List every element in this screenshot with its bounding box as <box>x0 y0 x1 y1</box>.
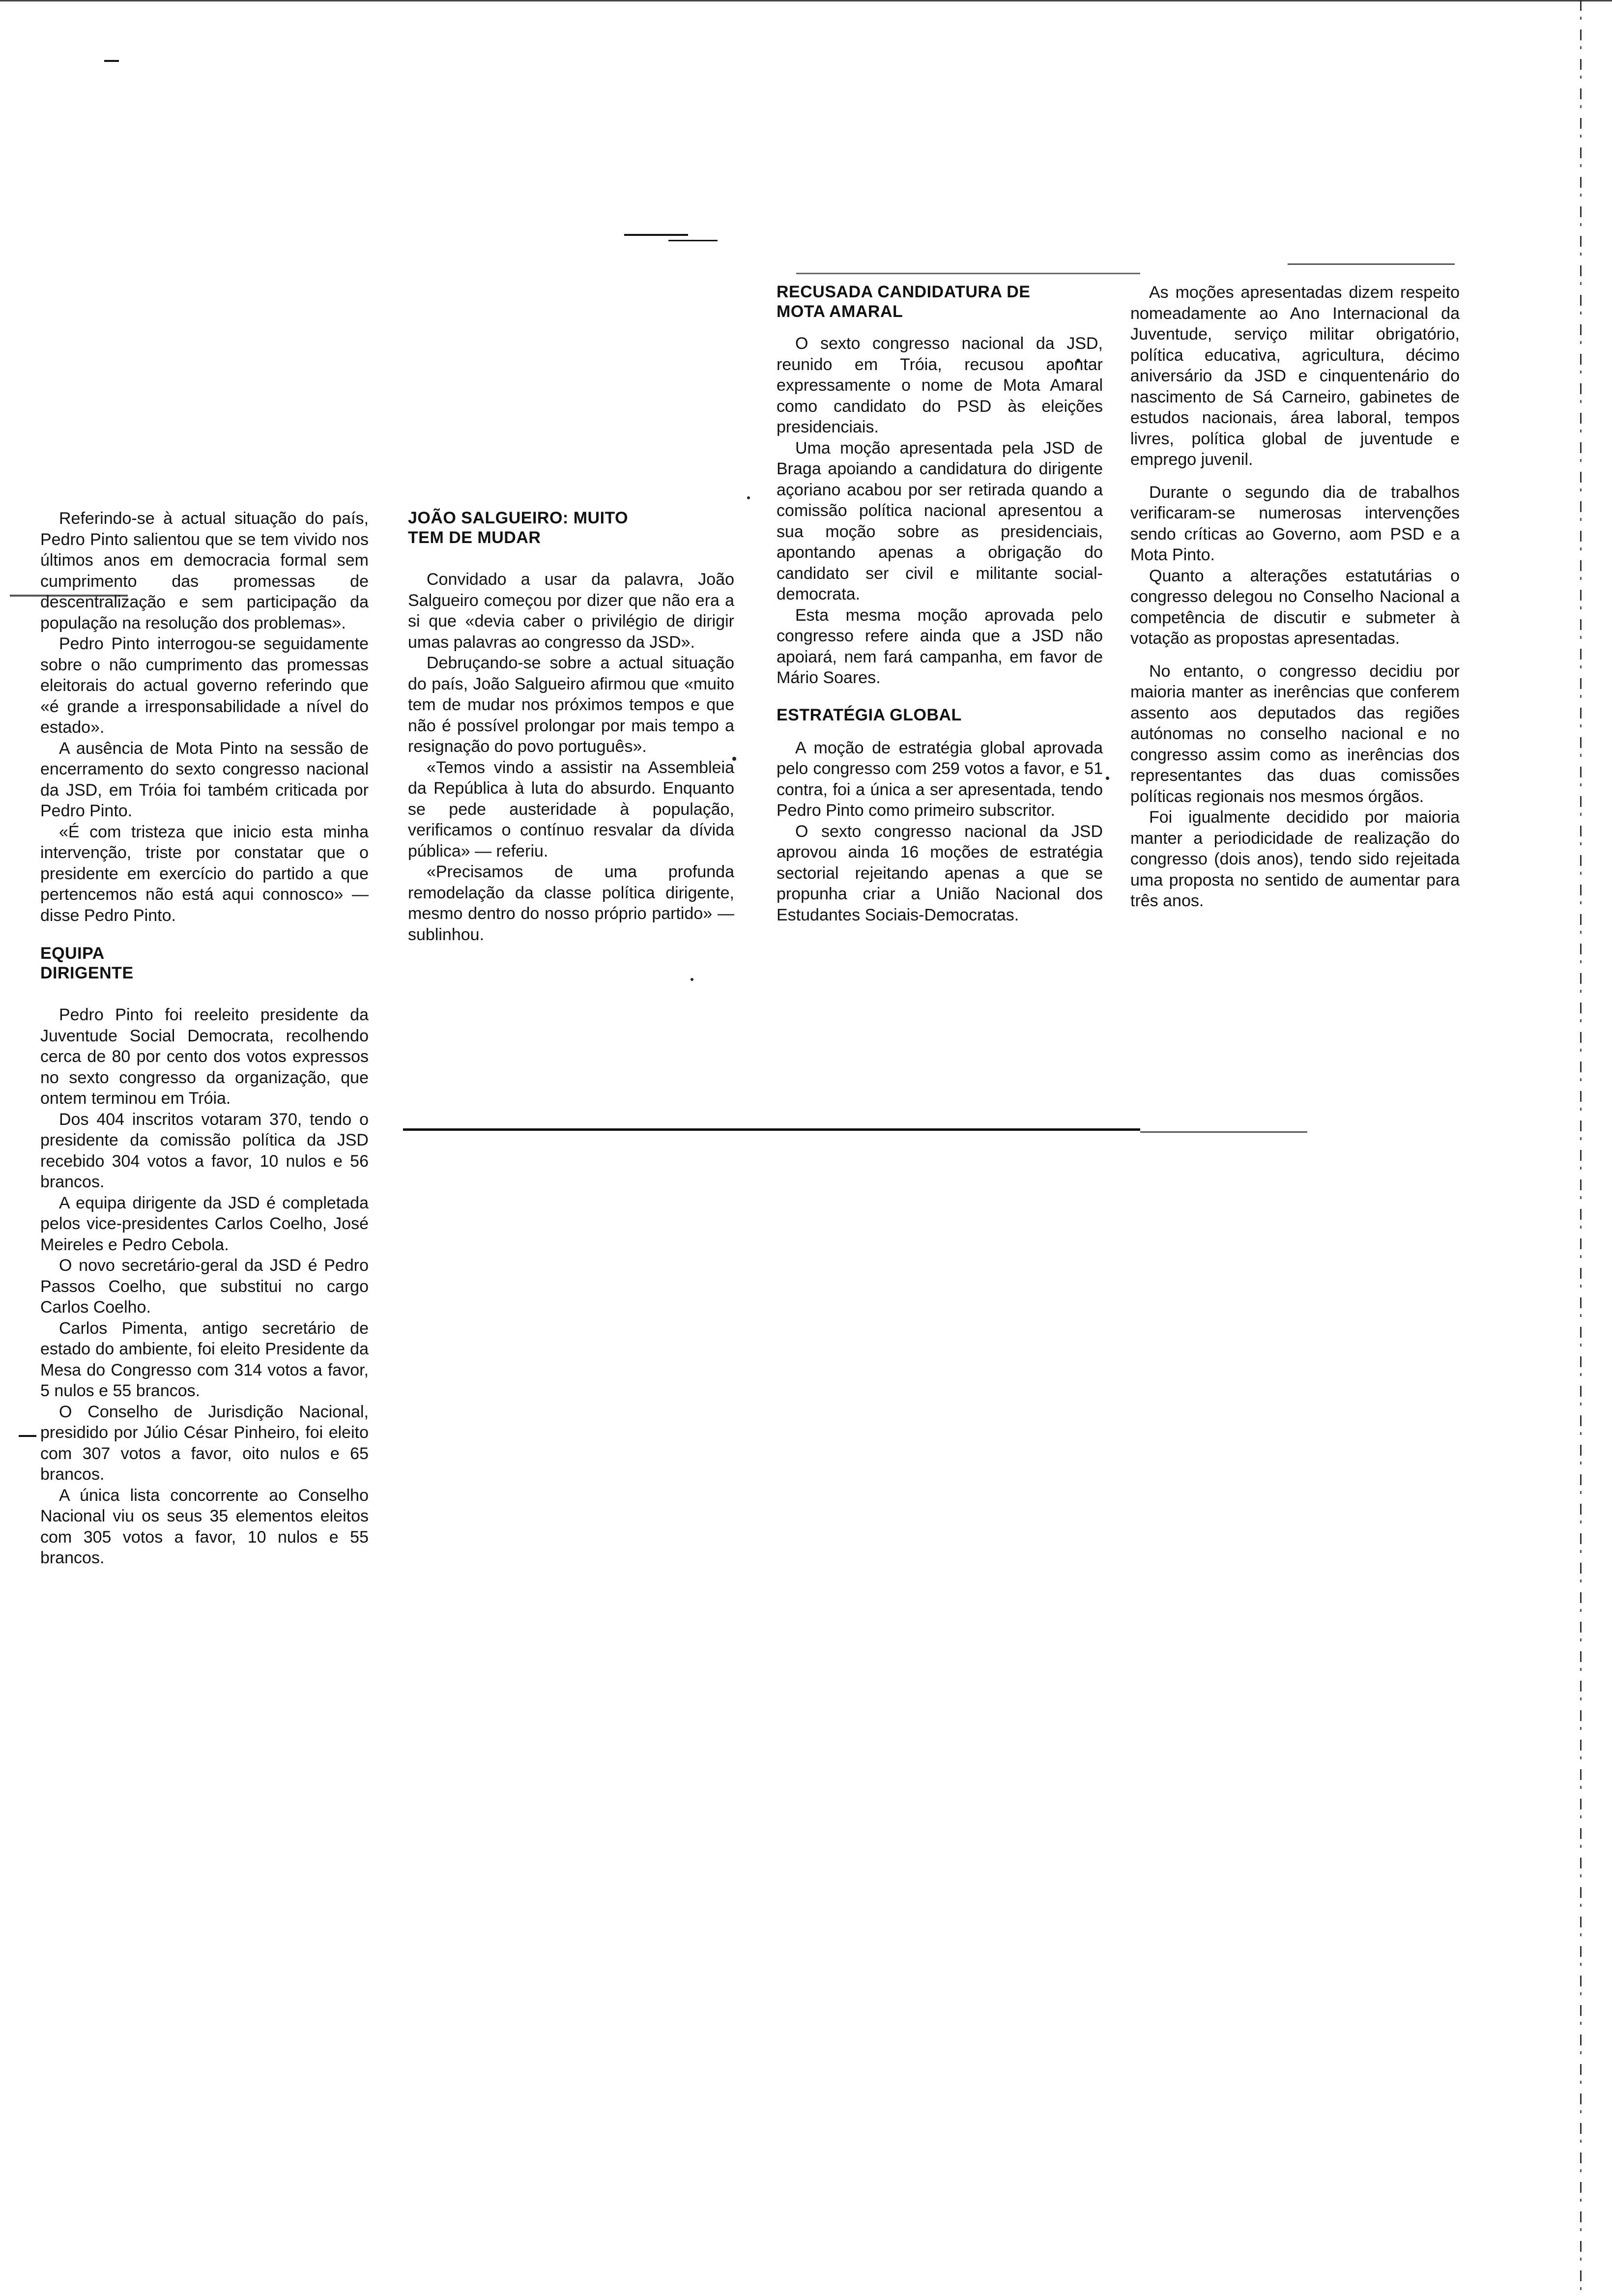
mark-line <box>796 273 1140 274</box>
mark-squiggle <box>19 1435 36 1437</box>
paragraph: O novo secretário-geral da JSD é Pedro Passos Coelho, que substitui no cargo Carlos Coelho. <box>40 1256 369 1317</box>
paragraph: A equipa dirigente da JSD é completada pelos vice-presidentes Carlos Coelho, José Meireles e Pedro Cebola. <box>40 1193 369 1254</box>
section-heading: JOÃO SALGUEIRO: MUITO TEM DE MUDAR <box>408 509 629 547</box>
paragraph: Debruçando-se sobre a actual situação do país, João Salgueiro afirmou que «muito tem de mudar nos próximos tempos e que não é possível prolongar por mais tempo a resignação do povo português». <box>408 654 734 756</box>
section-divider-rule <box>403 1128 1140 1131</box>
column-3 <box>777 282 1103 925</box>
paragraph: A única lista concorrente ao Conselho Nacional viu os seus 35 elementos eleitos com 305 votos a favor, 10 nulos e 55 brancos. <box>40 1486 369 1567</box>
paragraph: «É com tristeza que inicio esta minha intervenção, triste por constatar que o presidente em exercício do partido a que pertencemos não está aqui connosco» — disse Pedro Pinto. <box>40 822 369 925</box>
mark-line <box>668 240 718 241</box>
scan-speck <box>747 496 750 499</box>
paragraph: A ausência de Mota Pinto na sessão de encerramento do sexto congresso nacional da JSD, em Tróia foi também criticada por Pedro Pinto. <box>40 739 369 820</box>
top-border-rule <box>0 0 1612 1</box>
paragraph: Convidado a usar da palavra, João Salgueiro começou por dizer que não era a si que «devia caber o privilégio de dirigir umas palavras ao congresso da JSD». <box>408 570 734 652</box>
paragraph: As moções apresentadas dizem respeito nomeadamente ao Ano Internacional da Juventude, serviço militar obrigatório, política educativa, agricultura, décimo aniversário da JSD e cinquentenário do nascimento de Sá Carneiro, gabinetes de estudos nacionais, área laboral, tempos livres, política global de juventude e emprego juvenil. <box>1130 283 1460 469</box>
section-divider-rule <box>1140 1131 1307 1133</box>
section-heading: RECUSADA CANDIDATURA DE MOTA AMARAL <box>777 283 1031 321</box>
paragraph: Referindo-se à actual situação do país, Pedro Pinto salientou que se tem vivido nos últimos anos em democracia formal sem cumprimento das promessas de descentralização e sem participação da população na resolução dos problemas». <box>40 509 369 632</box>
paragraph: No entanto, o congresso decidiu por maioria manter as inerências que conferem assento aos deputados das regiões autónomas no conselho nacional e no congresso assim como as inerências dos representantes das duas comissões políticas regionais nos mesmos órgãos. <box>1130 661 1460 806</box>
column-2 <box>408 508 734 945</box>
scan-edge-noise <box>1580 0 1582 2296</box>
paragraph: Foi igualmente decidido por maioria manter a periodicidade de realização do congresso (dois anos), tendo sido rejeitada uma proposta no sentido de aumentar para três anos. <box>1130 808 1460 910</box>
paragraph: Carlos Pimenta, antigo secretário de estado do ambiente, foi eleito Presidente da Mesa do Congresso com 314 votos a favor, 5 nulos e 55 brancos. <box>40 1319 369 1400</box>
mark-dash <box>104 60 119 62</box>
paragraph: Dos 404 inscritos votaram 370, tendo o presidente da comissão política da JSD recebido 304 votos a favor, 10 nulos e 56 brancos. <box>40 1110 369 1191</box>
scan-speck <box>691 978 693 981</box>
scan-speck <box>1106 776 1109 780</box>
section-heading: ESTRATÉGIA GLOBAL <box>777 705 962 724</box>
paragraph: Pedro Pinto interrogou-se seguidamente sobre o não cumprimento das promessas eleitorais do actual governo referindo que «é grande a irresponsabilidade a nível do estado». <box>40 634 369 737</box>
column-4 <box>1130 282 1460 912</box>
paragraph: Durante o segundo dia de trabalhos verificaram-se numerosas intervenções sendo críticas ao Governo, aom PSD e a Mota Pinto. <box>1130 483 1460 564</box>
paragraph: Pedro Pinto foi reeleito presidente da Juventude Social Democrata, recolhendo cerca de 80 por cento dos votos expressos no sexto congresso da organização, que ontem terminou em Tróia. <box>40 1005 369 1108</box>
paragraph: Quanto a alterações estatutárias o congresso delegou no Conselho Nacional a competência de discutir e submeter à votação as propostas apresentadas. <box>1130 566 1460 648</box>
mark-line <box>624 234 688 236</box>
paragraph: «Precisamos de uma profunda remodelação da classe política dirigente, mesmo dentro do nosso próprio partido» — sublinhou. <box>408 862 734 944</box>
paragraph: Esta mesma moção aprovada pelo congresso refere ainda que a JSD não apoiará, nem fará campanha, em favor de Mário Soares. <box>777 605 1103 687</box>
paragraph: O sexto congresso nacional da JSD aprovou ainda 16 moções de estratégia sectorial rejeitando apenas a que se propunha criar a União Nacional dos Estudantes Sociais-Democratas. <box>777 822 1103 924</box>
paragraph: O Conselho de Jurisdição Nacional, presidido por Júlio César Pinheiro, foi eleito com 307 votos a favor, oito nulos e 65 brancos. <box>40 1402 369 1484</box>
paragraph: «Temos vindo a assistir na Assembleia da República à luta do absurdo. Enquanto se pede austeridade à população, verificamos o contínuo resvalar da dívida pública» — referiu. <box>408 758 734 861</box>
column-1 <box>40 508 369 1569</box>
paragraph: Uma moção apresentada pela JSD de Braga apoiando a candidatura do dirigente açoriano acabou por ser retirada quando a comissão política nacional apresentou a sua moção sobre as presidenciais, apontando apenas a obrigação do candidato ser civil e militante social-democrata. <box>777 438 1103 603</box>
mark-line <box>1288 263 1455 265</box>
paragraph: O sexto congresso nacional da JSD, reunido em Tróia, recusou apontar expressamente o nome de Mota Amaral como candidato do PSD às eleições presidenciais. <box>777 334 1103 436</box>
section-heading: EQUIPA DIRIGENTE <box>40 944 134 982</box>
paragraph: A moção de estratégia global aprovada pelo congresso com 259 votos a favor, e 51 contra, foi a única a ser apresentada, tendo Pedro Pinto como primeiro subscritor. <box>777 738 1103 820</box>
